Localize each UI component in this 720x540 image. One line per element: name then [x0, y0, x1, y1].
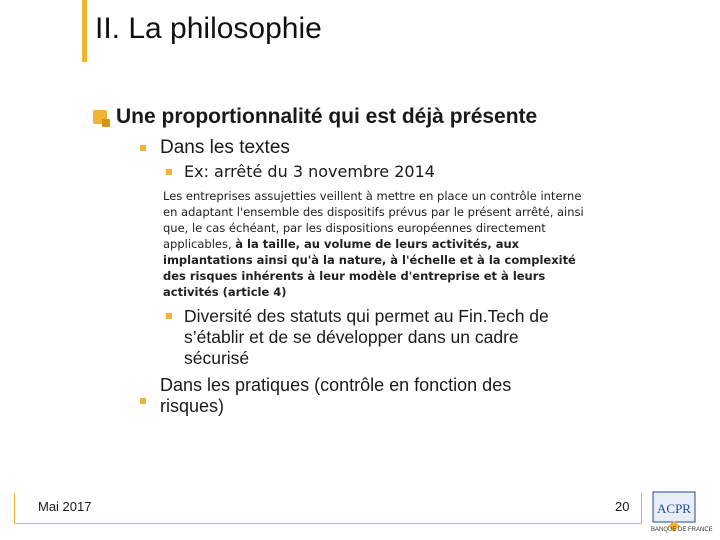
square-bullet-icon [166, 169, 172, 175]
slide-title: II. La philosophie [95, 12, 322, 45]
quote-end: (article 4) [218, 285, 287, 299]
checkbox-bullet-icon [93, 110, 107, 124]
page-number: 20 [615, 499, 630, 514]
subitem-diversite-label: Diversité des statuts qui permet au Fin.Tech de s’établir et de se développer dans un cadre sécurisé [184, 306, 549, 368]
subitem-arrete-label: Ex: arrêté du 3 novembre 2014 [184, 162, 435, 181]
square-bullet-icon [140, 145, 146, 151]
square-bullet-icon [140, 398, 146, 404]
square-bullet-icon [166, 313, 172, 319]
footer-frame [14, 493, 642, 524]
subitem-arrete [166, 162, 435, 181]
logo-name: ACPR [657, 501, 691, 516]
item-pratiques-label: Dans les pratiques (contrôle en fonction des risques) [160, 375, 512, 416]
legal-quote [163, 188, 593, 300]
quote-bold: à la taille, au volume de leurs activités, aux implantations ainsi qu'à la nature, à l'échelle et à la complexité des risques inhérents à leur modèle d'entreprise et à leurs activités [163, 237, 576, 299]
heading-text: Une proportionnalité qui est déjà présente [116, 105, 538, 128]
item-textes-label: Dans les textes [160, 137, 290, 158]
footer-date: Mai 2017 [38, 499, 92, 514]
heading-bullet [93, 105, 537, 129]
bullet-item-pratiques [140, 375, 580, 417]
subitem-diversite [166, 306, 596, 369]
quote-normal: Les entreprises assujetties veillent à mettre en place un contrôle interne en adaptant l'ensemble des dispositifs prévus par le présent arrêté, ainsi que, le cas échéant, par les dispositions européennes directement applicables, [163, 189, 584, 251]
title-accent-bar [82, 0, 87, 62]
logo-subtitle: BANQUE DE FRANCE [651, 527, 713, 533]
bullet-item-textes [140, 137, 290, 159]
